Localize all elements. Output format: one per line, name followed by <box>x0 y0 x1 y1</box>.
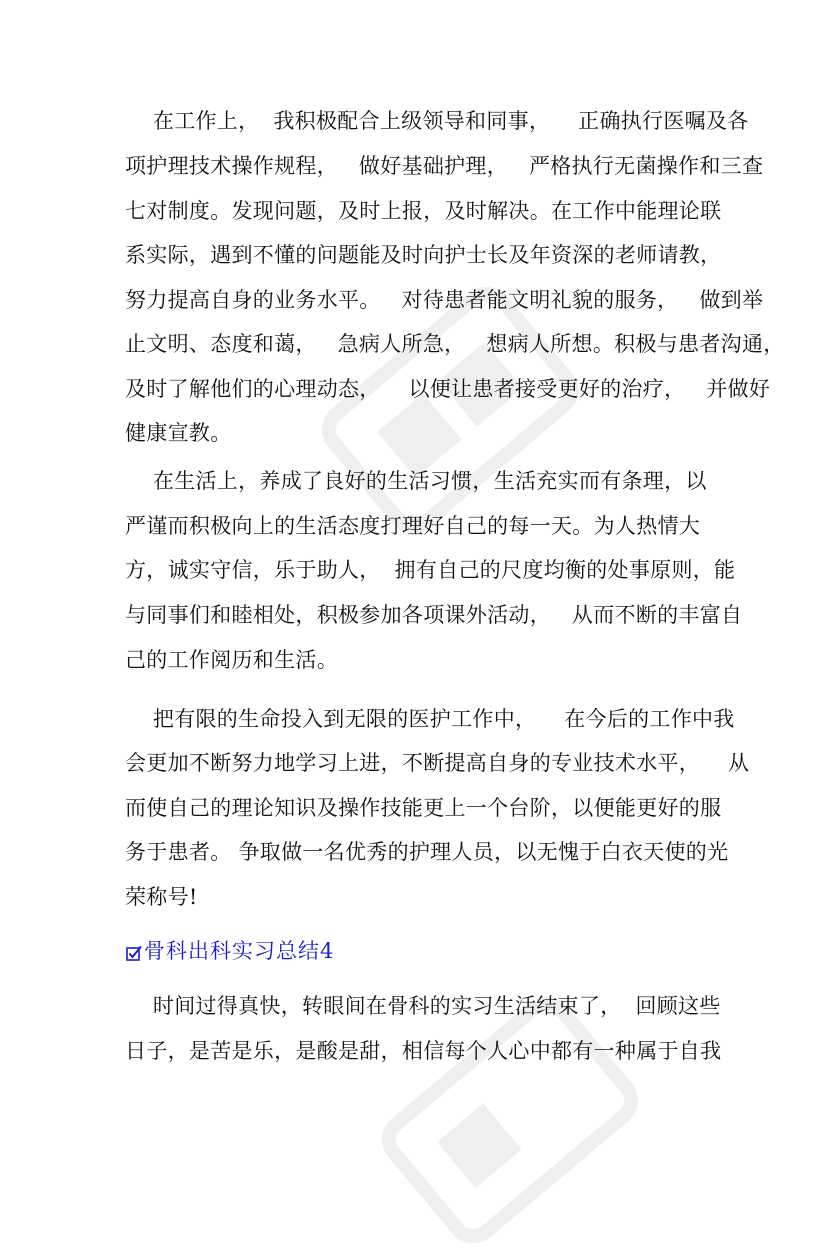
paragraph-4-line-1: 时间过得真快，转眼间在骨科的实习生活结束了， 回顾这些 <box>125 994 721 1018</box>
paragraph-1-line-1: 在工作上， 我积极配合上级领导和同事， 正确执行医嘱及各 <box>125 109 749 133</box>
watermark-logo-icon <box>307 272 594 549</box>
paragraph-3-line-3: 而使自己的理论知识及操作技能更上一个台阶，以便能更好的服 <box>125 796 722 820</box>
paragraph-2-line-4: 与同事们和睦相处，积极参加各项课外活动， 从而不断的丰富自 <box>125 603 743 627</box>
paragraph-3-line-1: 把有限的生命投入到无限的医护工作中， 在今后的工作中我 <box>125 707 735 731</box>
checkbox-icon <box>126 945 142 961</box>
paragraph-3-line-5: 荣称号! <box>125 885 198 909</box>
paragraph-1-line-7: 及时了解他们的心理动态， 以便让患者接受更好的治疗， 并做好 <box>125 377 771 401</box>
paragraph-2-line-3: 方，诚实守信，乐于助人， 拥有自己的尺度均衡的处事原则，能 <box>125 558 736 582</box>
paragraph-1-line-6: 止文明、态度和蔼， 急病人所急， 想病人所想。积极与患者沟通， <box>125 332 785 356</box>
paragraph-4-line-2: 日子，是苦是乐，是酸是甜，相信每个人心中都有一种属于自我 <box>125 1039 722 1063</box>
paragraph-2-line-1: 在生活上，养成了良好的生活习惯，生活充实而有条理，以 <box>125 469 707 493</box>
paragraph-1-line-4: 系实际，遇到不懂的问题能及时向护士长及年资深的老师请教， <box>125 243 722 267</box>
paragraph-1-line-3: 七对制度。发现问题，及时上报，及时解决。在工作中能理论联 <box>125 199 722 223</box>
paragraph-1-line-8: 健康宣教。 <box>125 421 232 445</box>
paragraph-1-line-5: 努力提高自身的业务水平。 对待患者能文明礼貌的服务， 做到举 <box>125 288 764 312</box>
paragraph-3-line-4: 务于患者。 争取做一名优秀的护理人员，以无愧于白衣天使的光 <box>125 840 729 864</box>
paragraph-1-line-2: 项护理技术操作规程， 做好基础护理， 严格执行无菌操作和三查 <box>125 154 764 178</box>
paragraph-3-line-2: 会更加不断努力地学习上进，不断提高自身的专业技术水平， 从 <box>125 751 750 775</box>
section-heading <box>126 935 334 965</box>
paragraph-2-line-5: 己的工作阅历和生活。 <box>125 648 338 672</box>
section-heading-text: 骨科出科实习总结4 <box>144 939 335 963</box>
paragraph-2-line-2: 严谨而积极向上的生活态度打理好自己的每一天。为人热情大 <box>125 514 701 538</box>
watermark-logo-icon <box>367 982 654 1258</box>
